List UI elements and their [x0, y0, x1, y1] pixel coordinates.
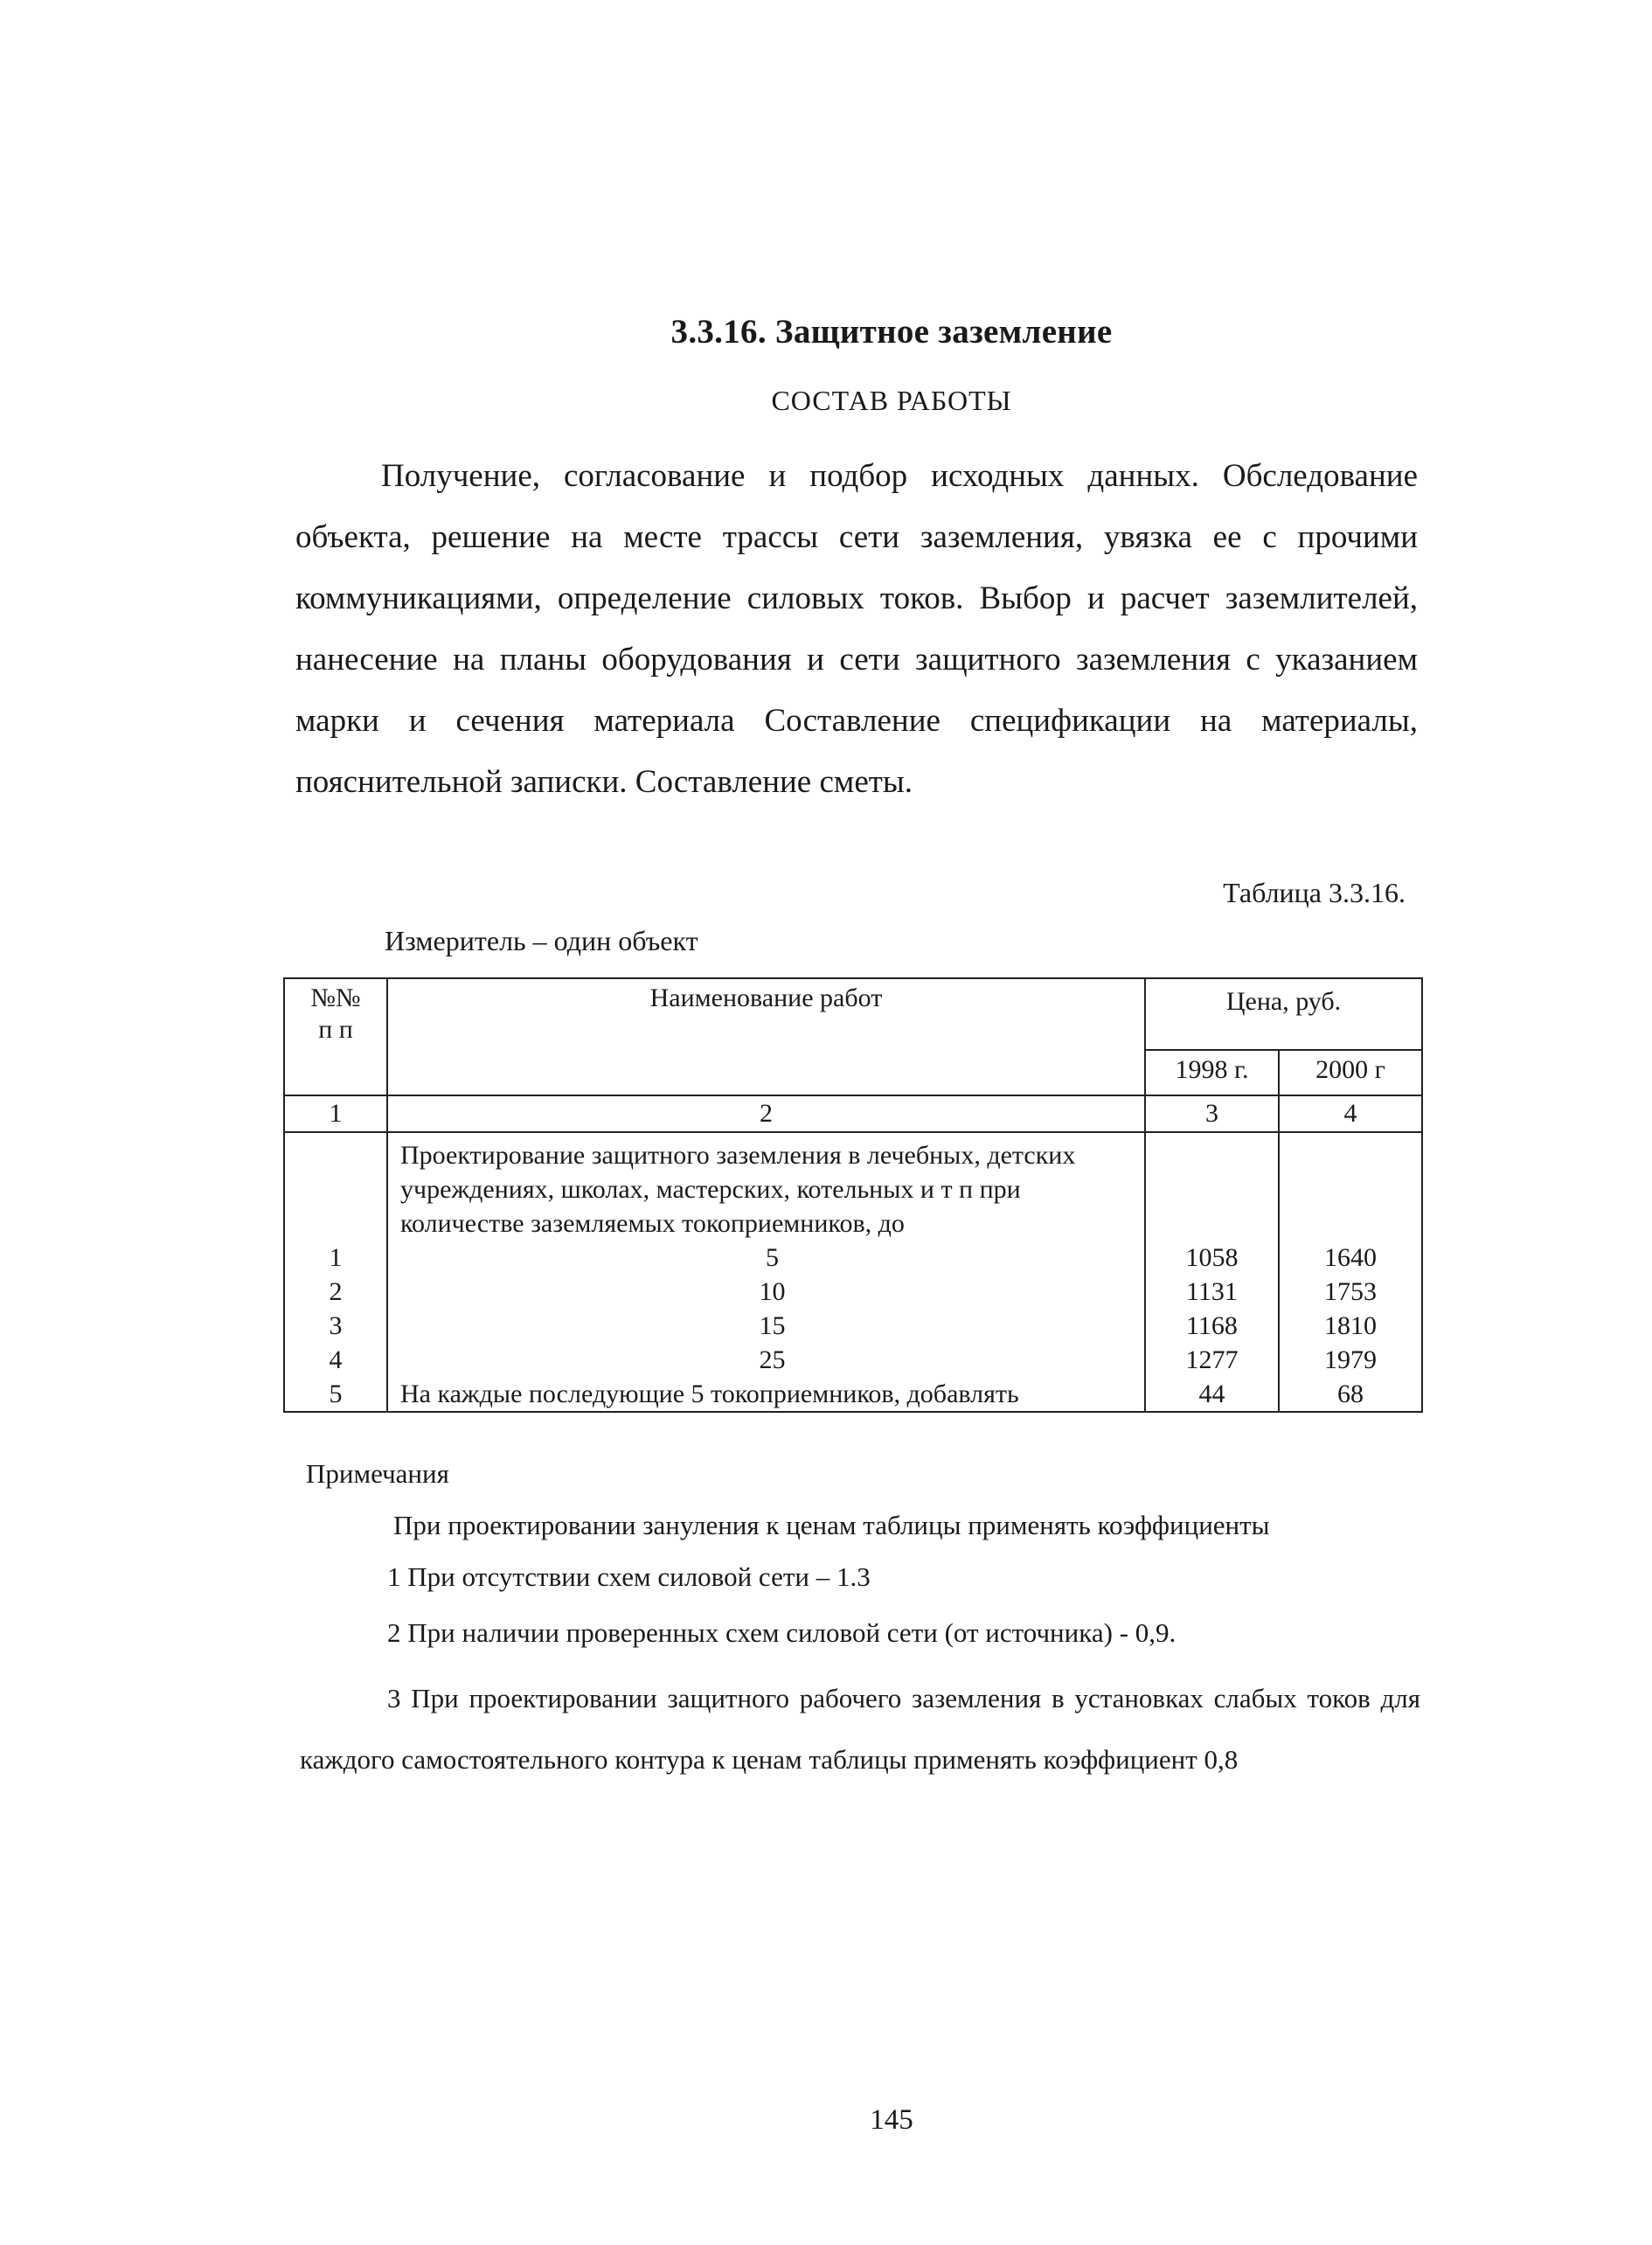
price-2000-cell [1279, 1132, 1422, 1412]
section-subtitle: СОСТАВ РАБОТЫ [771, 385, 1012, 416]
group-description: Проектирование защитного заземления в лечебных, детских учреждениях, школах, мастерских, котельных и т п при количестве заземляемых токоприемников, до [400, 1141, 1076, 1238]
section-title: 3.3.16. Защитное заземление [670, 313, 1113, 351]
row-numbers-cell [284, 1132, 387, 1412]
table-measure: Измеритель – один объект [385, 925, 698, 956]
price-1998: 1168 [1186, 1311, 1238, 1340]
price-2000: 68 [1337, 1380, 1364, 1408]
note-item: 3 При проектировании защитного рабочего заземления в установках слабых токов для каждого самостоятельного контура к ценам таблицы применять коэффициент 0,8 [300, 1683, 1420, 1775]
price-1998-cell [1145, 1132, 1279, 1412]
column-number: 3 [1145, 1095, 1279, 1132]
row-name: 15 [759, 1311, 786, 1340]
row-name: 5 [766, 1243, 779, 1272]
work-names-cell [387, 1132, 1145, 1412]
price-2000: 1979 [1324, 1345, 1377, 1374]
row-num: 4 [329, 1345, 343, 1374]
column-number: 4 [1279, 1095, 1422, 1132]
page-number: 145 [870, 2104, 913, 2136]
price-table [283, 977, 1423, 1413]
table-row [284, 1132, 1422, 1412]
header-year-2000: 2000 г [1279, 1050, 1422, 1095]
price-1998: 1131 [1186, 1277, 1238, 1306]
column-numbers-row [284, 1095, 1422, 1132]
column-number: 1 [284, 1095, 387, 1132]
note-item: 1 При отсутствии схем силовой сети – 1.3 [387, 1561, 871, 1592]
price-2000: 1753 [1324, 1277, 1377, 1306]
note-item: 2 При наличии проверенных схем силовой сети (от источника) - 0,9. [387, 1617, 1177, 1648]
table-caption: Таблица 3.3.16. [1223, 877, 1406, 908]
row-num: 3 [329, 1311, 343, 1340]
row-name: 10 [759, 1277, 786, 1306]
header-name: Наименование работ [387, 978, 1145, 1095]
header-num [284, 978, 387, 1095]
column-number: 2 [387, 1095, 1145, 1132]
notes-title: Примечания [306, 1458, 449, 1489]
note-item-3 [300, 1668, 1420, 1790]
price-1998: 44 [1198, 1380, 1225, 1408]
row-num: 5 [329, 1380, 343, 1408]
header-price: Цена, руб. [1145, 978, 1422, 1050]
price-2000: 1640 [1324, 1243, 1377, 1272]
row-num: 1 [329, 1243, 343, 1272]
price-1998: 1277 [1185, 1345, 1239, 1374]
row-name: На каждые последующие 5 токоприемников, добавлять [400, 1380, 1019, 1408]
price-1998: 1058 [1185, 1243, 1239, 1272]
notes-lead: При проектировании зануления к ценам таблицы применять коэффициенты [393, 1510, 1270, 1540]
row-num: 2 [329, 1277, 343, 1306]
work-description [295, 446, 1418, 813]
row-name: 25 [759, 1345, 786, 1374]
header-year-1998: 1998 г. [1145, 1050, 1279, 1095]
work-description-text: Получение, согласование и подбор исходных данных. Обследование объекта, решение на месте трассы сети заземления, увязка ее с прочими коммуникациями, определение силовых токов. Выбор и расчет заземлителей, нанесение на планы оборудования и сети защитного заземления с указанием марки и сечения материала Составление спецификации на материалы, пояснительной записки. Составление сметы. [295, 458, 1418, 800]
header-num-line2: п п [318, 1015, 353, 1044]
header-row [284, 978, 1422, 1050]
header-num-line1: №№ [310, 983, 361, 1012]
price-2000: 1810 [1324, 1311, 1377, 1340]
